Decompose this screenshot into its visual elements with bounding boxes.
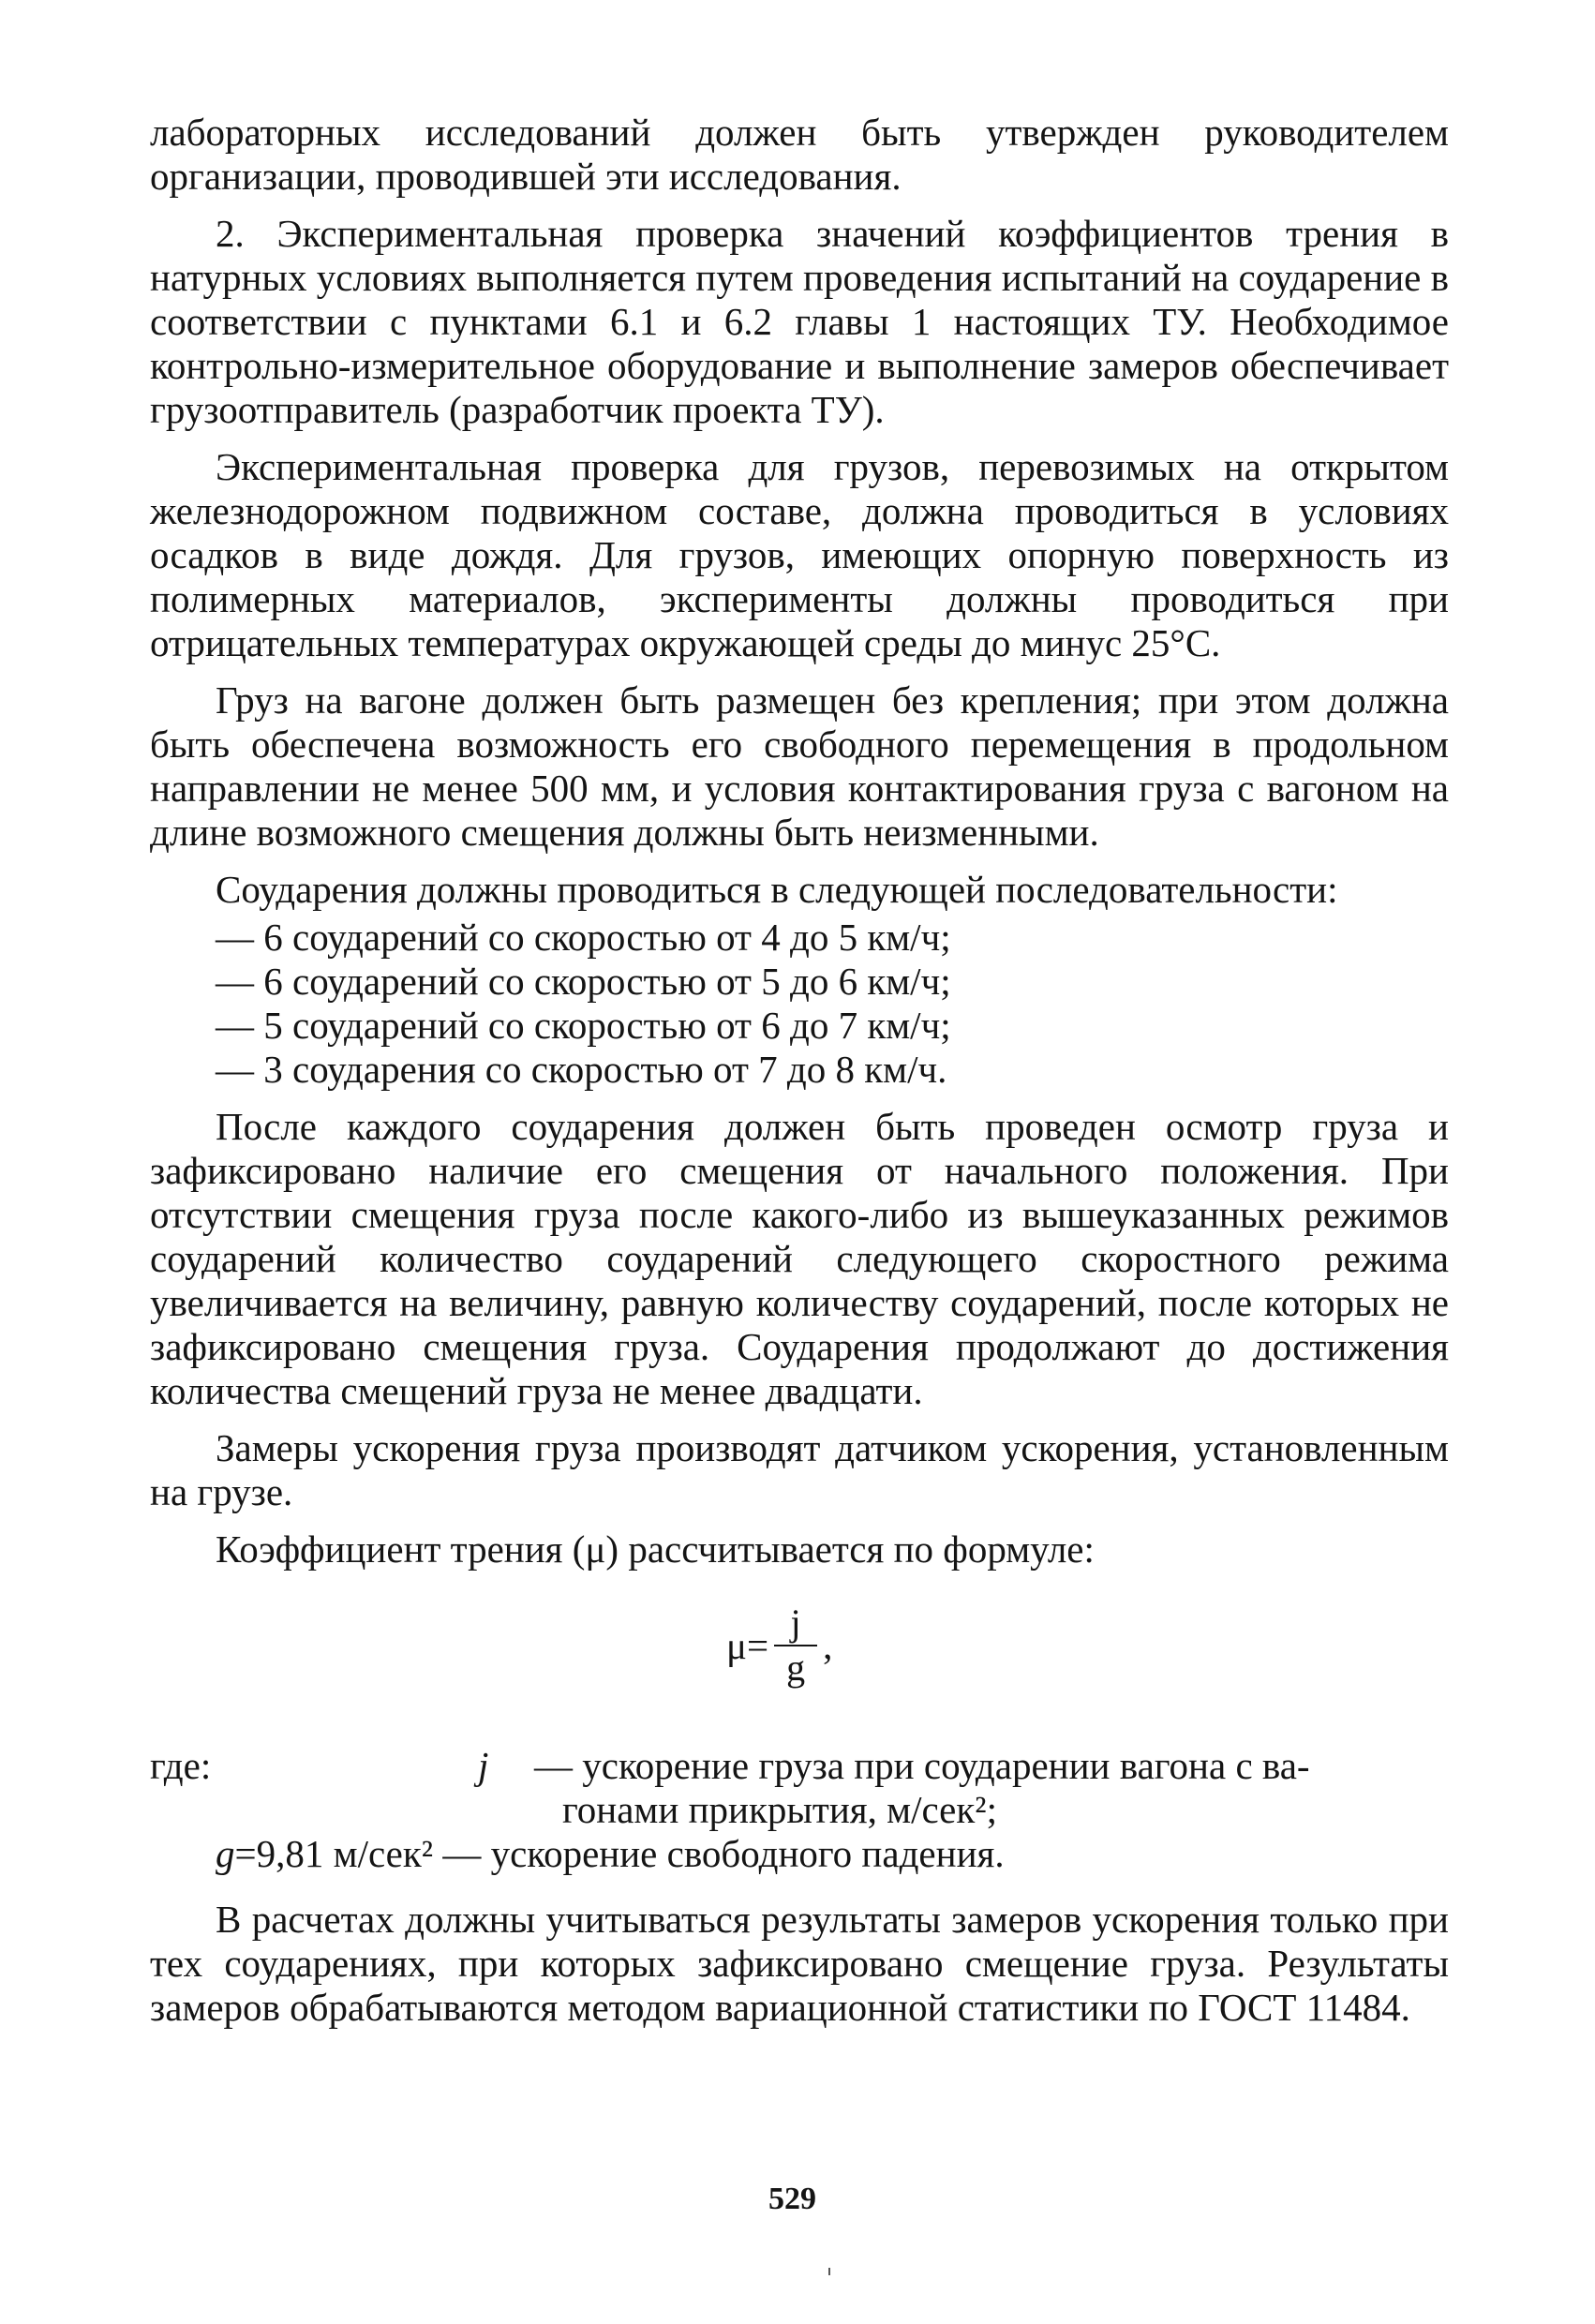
scan-speck: [828, 2268, 830, 2275]
list-item: — 3 соударения со скоростью от 7 до 8 км/ч.: [216, 1048, 947, 1091]
formula-expression: [726, 1603, 832, 1688]
definition-j-text: [534, 1744, 1449, 1832]
definition-j-line1: — ускорение груза при соударении вагона с ва-: [534, 1744, 1310, 1787]
where-label: где:: [150, 1744, 212, 1787]
paragraph-1: лабораторных исследований должен быть утвержден руководителем организации, проводившей эти исследования.: [150, 111, 1449, 198]
definition-g: [216, 1832, 1005, 1876]
paragraph-6: После каждого соударения должен быть проведен осмотр груза и зафиксировано наличие его смещения от начального положения. При отсутствии смещения груза после какого-либо из вышеуказанных режимов соударений количество соударений следующего скоростного режима увеличивается на величину, равную количеству соударений, после которых не зафиксировано смещения груза. Соударения продолжают до достижения количества смещений груза не менее двадцати.: [150, 1105, 1449, 1412]
formula-fraction: [774, 1603, 817, 1688]
symbol-j: j: [478, 1744, 489, 1787]
page-number: 529: [768, 2182, 816, 2216]
symbol-g: g: [216, 1832, 235, 1875]
definition-j: [478, 1744, 1449, 1831]
friction-formula: [150, 1594, 1449, 1716]
definition-j-line2: гонами прикрытия, м/сек²;: [562, 1788, 997, 1831]
list-item: — 6 соударений со скоростью от 5 до 6 км/ч;: [216, 960, 951, 1003]
formula-denominator: g: [786, 1646, 806, 1689]
list-item: — 6 соударений со скоростью от 4 до 5 км/ч;: [216, 916, 951, 959]
paragraph-2: 2. Экспериментальная проверка значений коэффициентов трения в натурных условиях выполняется путем проведения испытаний на соударение в соответствии с пунктами 6.1 и 6.2 главы 1 настоящих ТУ. Необходимое контрольно-измерительное оборудование и выполнение замеров обеспечивает грузоотправитель (разработчик проекта ТУ).: [150, 212, 1449, 431]
formula-numerator: j: [790, 1601, 801, 1644]
paragraph-5: Соударения должны проводиться в следующей последовательности:: [216, 868, 1338, 911]
paragraph-4: Груз на вагоне должен быть размещен без крепления; при этом должна быть обеспечена возможность его свободного перемещения в продольном направлении не менее 500 мм, и условия контактирования груза с вагоном на длине возможного смещения должны быть неизменными.: [150, 678, 1449, 854]
collision-list: [150, 916, 1449, 1092]
formula-comma: ,: [823, 1623, 833, 1667]
paragraph-3: Экспериментальная проверка для грузов, перевозимых на открытом железнодорожном подвижном составе, должна проводиться в условиях осадков в виде дождя. Для грузов, имеющих опорную поверхность из полимерных материалов, эксперименты должны проводиться при отрицательных температурах окружающей среды до минус 25°С.: [150, 445, 1449, 664]
paragraph-8: Коэффициент трения (μ) рассчитывается по формуле:: [216, 1527, 1095, 1571]
paragraph-7: Замеры ускорения груза производят датчиком ускорения, установленным на грузе.: [150, 1426, 1449, 1513]
page-body: [150, 111, 1449, 2043]
formula-lhs: μ=: [726, 1623, 769, 1667]
variable-definitions: [150, 1744, 1449, 1885]
definition-g-text: =9,81 м/сек² — ускорение свободного падения.: [234, 1832, 1005, 1875]
list-item: — 5 соударений со скоростью от 6 до 7 км/ч;: [216, 1004, 951, 1047]
paragraph-final: В расчетах должны учитываться результаты замеров ускорения только при тех соударениях, при которых зафиксировано смещение груза. Результаты замеров обрабатываются методом вариационной статистики по ГОСТ 11484.: [150, 1898, 1449, 2029]
